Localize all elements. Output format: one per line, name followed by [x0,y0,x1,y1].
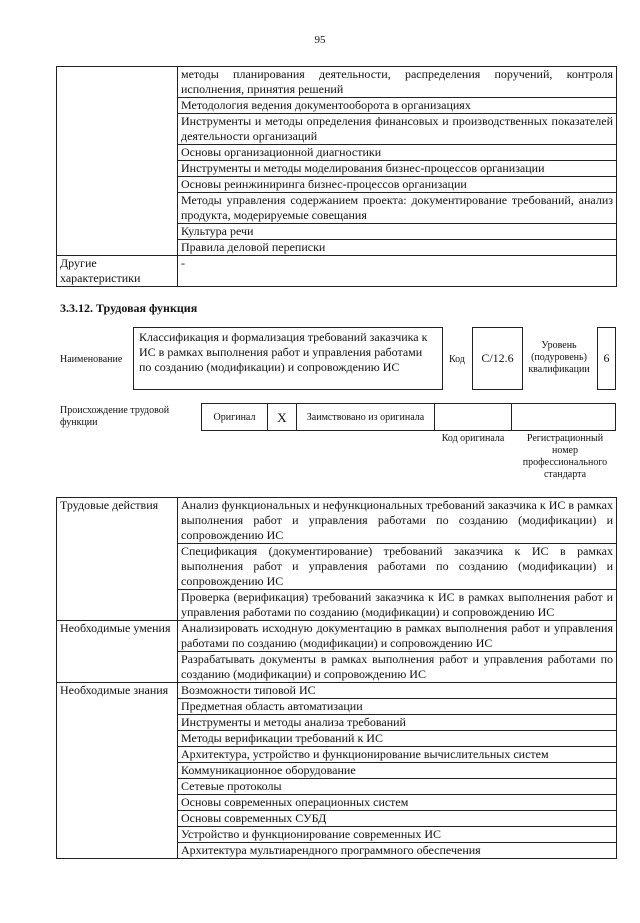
reg-number-caption: Регистрационный номер профессионального стандарта [522,433,608,480]
knowledge-item: Правила деловой переписки [178,240,617,256]
labor-action-item: Спецификация (документирование) требований заказчика к ИС в рамках выполнения работ и управления работами по созданию (модификации) и сопровождению ИС [178,544,617,590]
knowledge-item: Методы управления содержанием проекта: документирование требований, анализ продукта, модерируемые совещания [178,193,617,224]
skill-item: Анализировать исходную документацию в рамках выполнения работ и управления работами по созданию (модификации) и сопровождению ИС [178,621,617,652]
labor-function-table [56,497,617,859]
knowledge-item: Основы современных СУБД [178,811,617,827]
reg-number-cell [512,404,616,431]
knowledge-item: методы планирования деятельности, распределения поручений, контроля исполнения, принятия решений [178,67,617,98]
knowledge-item: Основы современных операционных систем [178,795,617,811]
knowledge-item: Инструменты и методы анализа требований [178,715,617,731]
other-characteristics-label: Другие характеристики [57,256,178,287]
name-label: Наименование [60,354,123,365]
knowledge-item: Методы верификации требований к ИС [178,731,617,747]
knowledge-continuation-table [56,66,617,287]
original-mark: X [268,404,297,431]
knowledge-item: Методология ведения документооборота в организациях [178,98,617,114]
knowledge-item: Сетевые протоколы [178,779,617,795]
code-original-caption: Код оригинала [441,433,505,444]
other-characteristics-value: - [178,256,617,287]
code-label: Код [449,354,465,365]
knowledge-item: Архитектура, устройство и функционирование вычислительных систем [178,747,617,763]
knowledge-item: Предметная область автоматизации [178,699,617,715]
empty-category-cell [57,67,178,256]
page-number: 95 [314,34,326,46]
knowledge-item: Основы организационной диагностики [178,145,617,161]
origin-label: Происхождение трудовой функции [60,405,170,428]
labor-actions-label: Трудовые действия [57,498,178,621]
labor-action-item: Проверка (верификация) требований заказчика к ИС в рамках выполнения работ и управления работами по созданию (модификации) и сопровождению ИС [178,590,617,621]
section-heading: 3.3.12. Трудовая функция [60,301,198,315]
knowledge-item: Архитектура мультиарендного программного обеспечения [178,843,617,859]
function-name-box: Классификация и формализация требований заказчика к ИС в рамках выполнения работ и управления работами по созданию (модификации) и сопровождению ИС [133,327,443,390]
borrowed-label: Заимствовано из оригинала [297,404,435,431]
knowledge-label: Необходимые знания [57,683,178,859]
code-value: C/12.6 [472,327,523,390]
level-value: 6 [597,327,616,390]
knowledge-item: Инструменты и методы определения финансовых и производственных показателей деятельности организаций [178,114,617,145]
level-label: Уровень (подуровень) квалификации [528,340,590,375]
knowledge-item: Основы реинжиниринга бизнес-процессов организации [178,177,617,193]
labor-action-item: Анализ функциональных и нефункциональных требований заказчика к ИС в рамках выполнения работ и управления работами по созданию (модификации) и сопровождению ИС [178,498,617,544]
origin-table [201,403,616,431]
knowledge-item: Коммуникационное оборудование [178,763,617,779]
knowledge-item: Инструменты и методы моделирования бизнес-процессов организации [178,161,617,177]
code-original-cell [435,404,512,431]
skill-item: Разрабатывать документы в рамках выполнения работ и управления работами по созданию (модификации) и сопровождению ИС [178,652,617,683]
knowledge-item: Возможности типовой ИС [178,683,617,699]
original-label: Оригинал [202,404,268,431]
skills-label: Необходимые умения [57,621,178,683]
knowledge-item: Устройство и функционирование современных ИС [178,827,617,843]
knowledge-item: Культура речи [178,224,617,240]
